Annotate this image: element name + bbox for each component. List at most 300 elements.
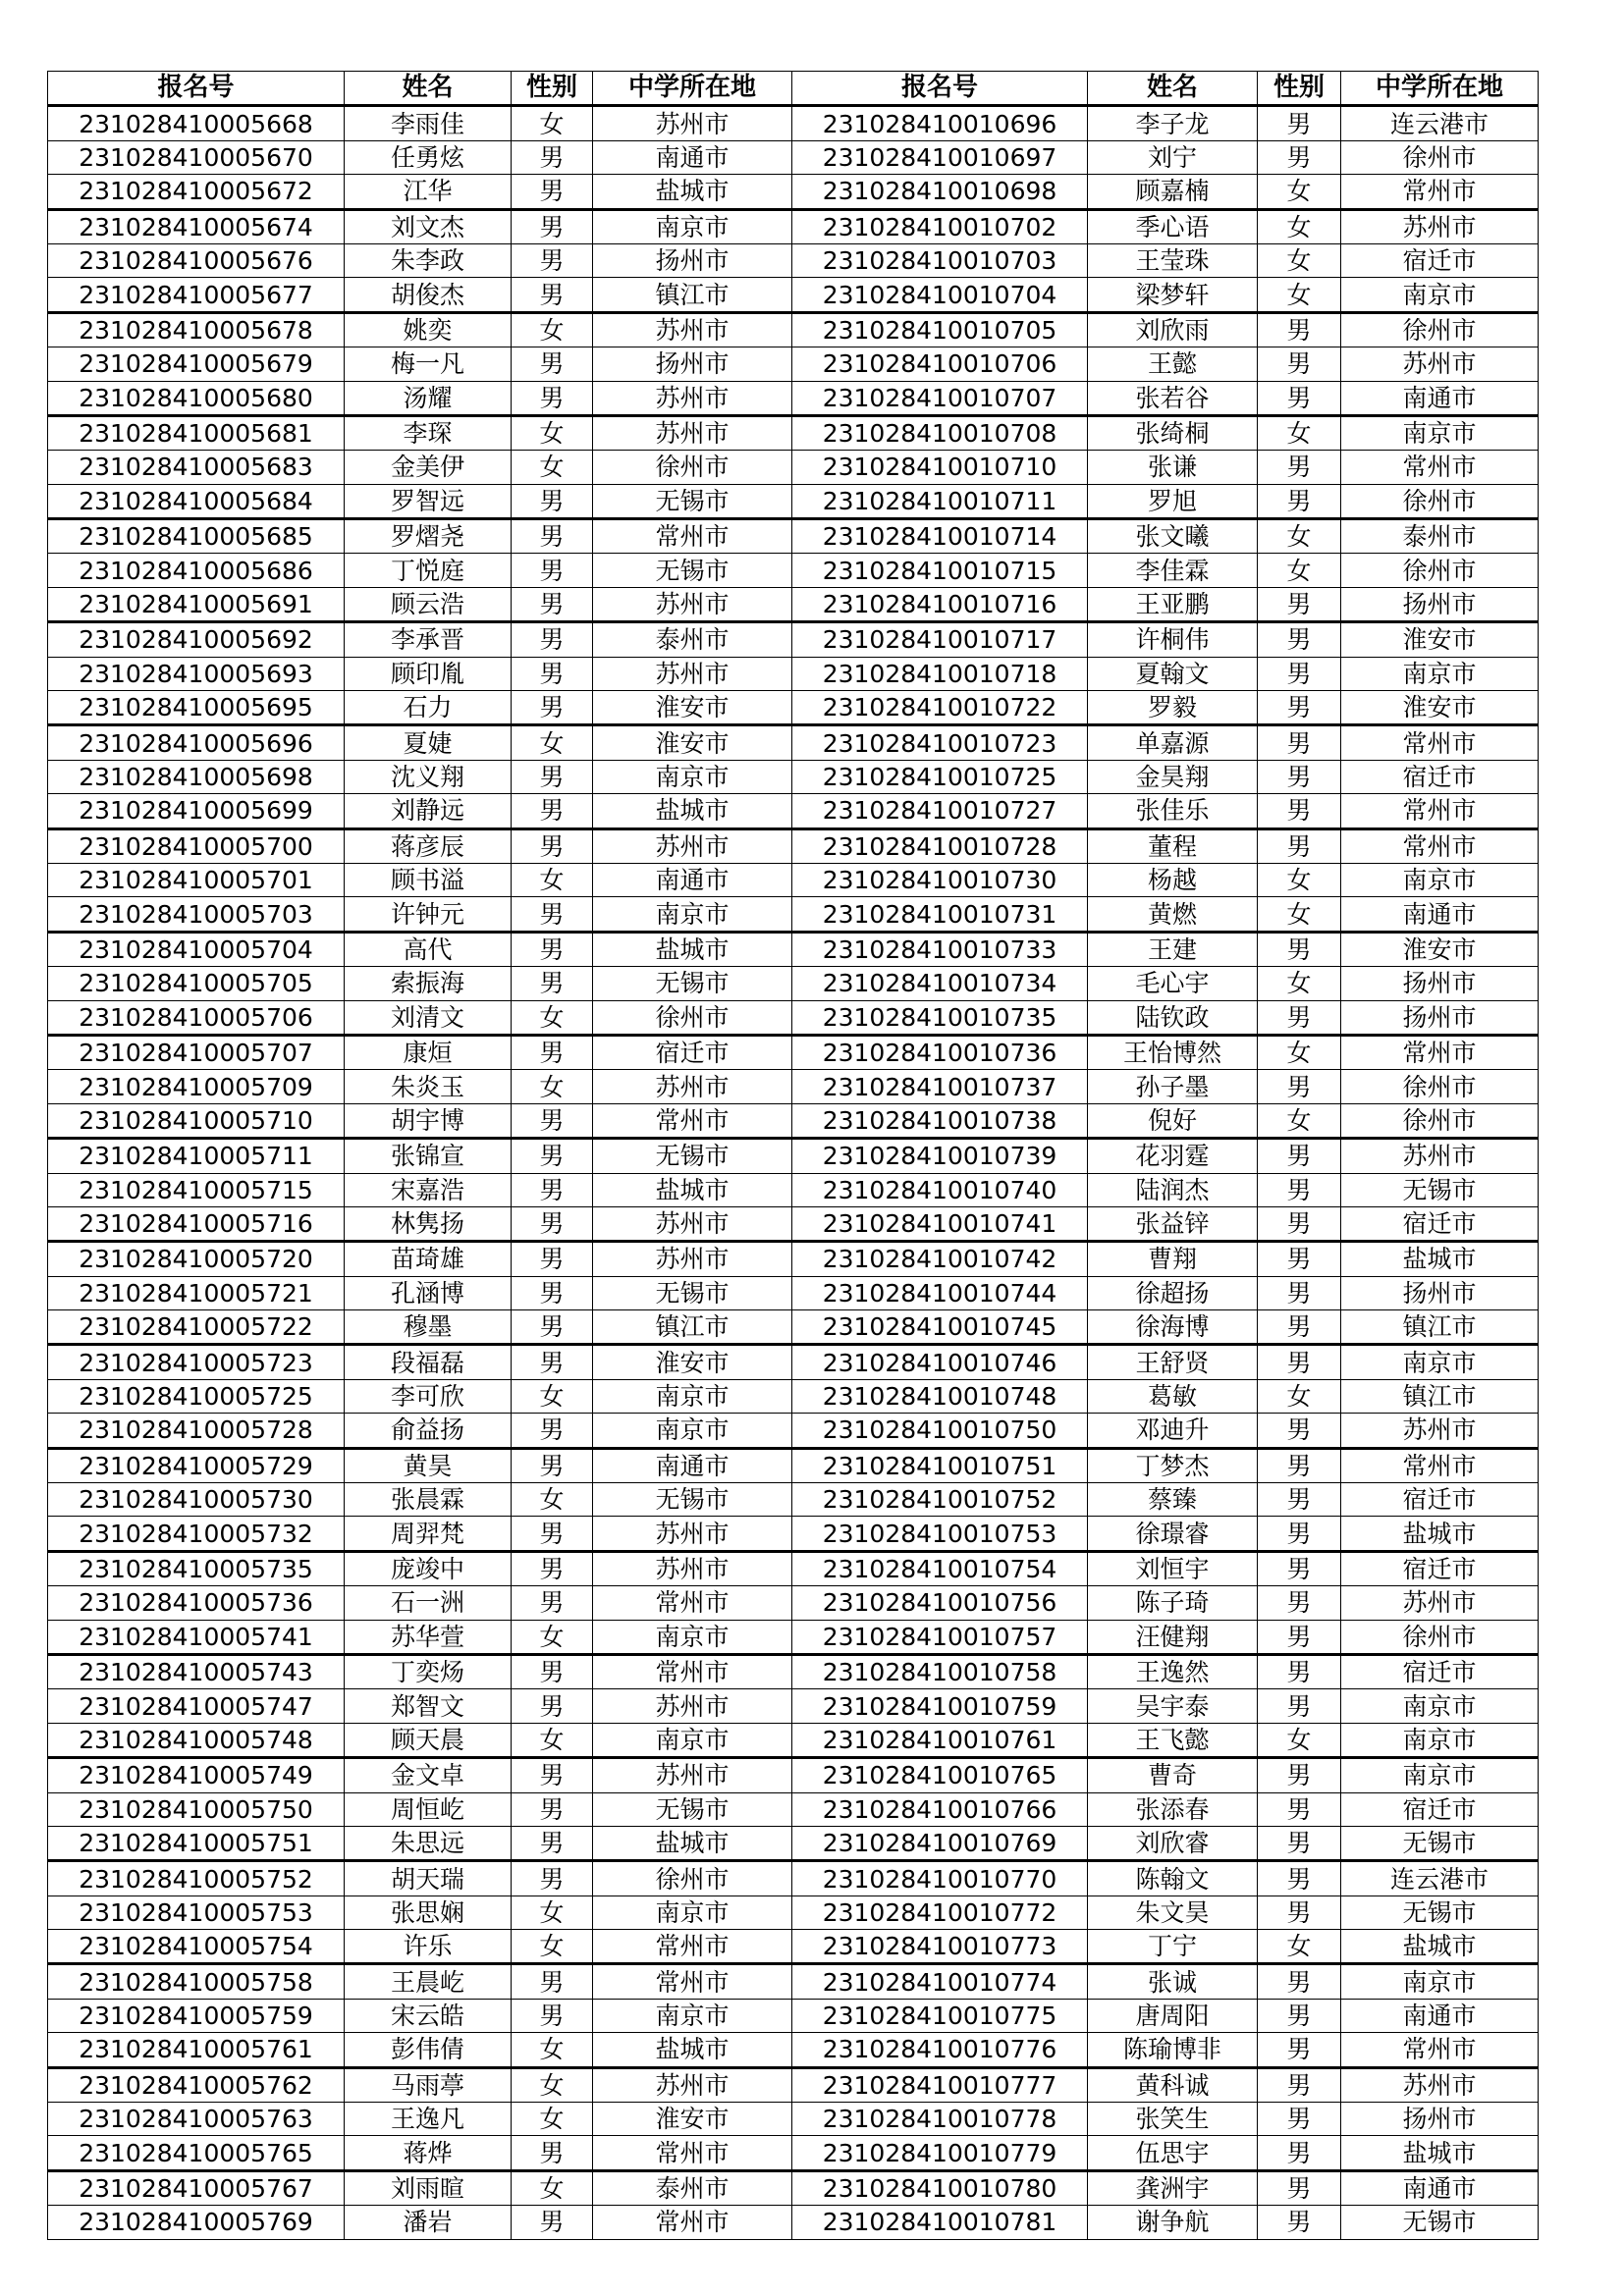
table-row (48, 1896, 1539, 1929)
name-cell: 徐海博 (1088, 1310, 1258, 1345)
table-row (48, 2170, 1539, 2205)
registration-no-cell: 231028410005716 (48, 1206, 345, 1241)
registration-no-cell: 231028410005704 (48, 932, 345, 966)
name-cell: 胡俊杰 (345, 278, 512, 312)
name-cell: 刘清文 (345, 1000, 512, 1035)
table-row (48, 1206, 1539, 1241)
gender-cell: 男 (512, 622, 593, 657)
name-cell: 顾云浩 (345, 587, 512, 621)
gender-cell: 男 (512, 1654, 593, 1688)
school-city-cell: 苏州市 (1341, 2067, 1539, 2102)
gender-cell: 女 (1258, 209, 1341, 243)
name-cell: 丁宁 (1088, 1930, 1258, 1964)
gender-cell: 女 (512, 1000, 593, 1035)
registration-no-cell: 231028410010708 (792, 415, 1088, 450)
gender-cell: 男 (1258, 1310, 1341, 1345)
name-cell: 季心语 (1088, 209, 1258, 243)
gender-cell: 男 (1258, 1758, 1341, 1792)
name-cell: 张思娴 (345, 1896, 512, 1929)
school-city-cell: 南京市 (1341, 1758, 1539, 1792)
registration-no-cell: 231028410005767 (48, 2170, 345, 2205)
registration-no-cell: 231028410010734 (792, 967, 1088, 1000)
school-city-cell: 南京市 (593, 1414, 792, 1448)
registration-no-cell: 231028410010722 (792, 691, 1088, 725)
table-row (48, 1276, 1539, 1309)
gender-cell: 男 (1258, 381, 1341, 415)
registration-no-cell: 231028410005753 (48, 1896, 345, 1929)
table-row (48, 1826, 1539, 1860)
header-school-city: 中学所在地 (1341, 72, 1539, 106)
registration-no-cell: 231028410005720 (48, 1242, 345, 1276)
school-city-cell: 无锡市 (1341, 1173, 1539, 1206)
name-cell: 任勇炫 (345, 140, 512, 174)
school-city-cell: 苏州市 (1341, 347, 1539, 381)
registration-no-cell: 231028410005668 (48, 106, 345, 140)
gender-cell: 男 (1258, 1139, 1341, 1173)
name-cell: 王飞懿 (1088, 1723, 1258, 1757)
gender-cell: 男 (1258, 1517, 1341, 1551)
school-city-cell: 苏州市 (593, 1070, 792, 1103)
school-city-cell: 南京市 (593, 1999, 792, 2032)
registration-no-cell: 231028410005759 (48, 1999, 345, 2032)
name-cell: 张诚 (1088, 1964, 1258, 1999)
header-registration-no: 报名号 (48, 72, 345, 106)
school-city-cell: 苏州市 (593, 587, 792, 621)
school-city-cell: 南通市 (1341, 2170, 1539, 2205)
school-city-cell: 淮安市 (593, 1345, 792, 1379)
admission-roster-table (47, 71, 1539, 2240)
gender-cell: 男 (512, 1964, 593, 1999)
school-city-cell: 常州市 (1341, 451, 1539, 484)
gender-cell: 男 (1258, 1826, 1341, 1860)
gender-cell: 男 (1258, 1999, 1341, 2032)
school-city-cell: 淮安市 (1341, 932, 1539, 966)
school-city-cell: 镇江市 (593, 278, 792, 312)
registration-no-cell: 231028410010702 (792, 209, 1088, 243)
table-row (48, 2067, 1539, 2102)
gender-cell: 男 (1258, 828, 1341, 863)
registration-no-cell: 231028410010741 (792, 1206, 1088, 1241)
registration-no-cell: 231028410010714 (792, 519, 1088, 554)
name-cell: 潘岩 (345, 2206, 512, 2239)
name-cell: 张益锌 (1088, 1206, 1258, 1241)
name-cell: 刘文杰 (345, 209, 512, 243)
gender-cell: 男 (512, 897, 593, 932)
school-city-cell: 南京市 (593, 1723, 792, 1757)
gender-cell: 女 (1258, 554, 1341, 587)
registration-no-cell: 231028410010728 (792, 828, 1088, 863)
table-row (48, 1448, 1539, 1482)
registration-no-cell: 231028410010730 (792, 863, 1088, 896)
gender-cell: 男 (1258, 1551, 1341, 1585)
gender-cell: 男 (512, 1242, 593, 1276)
name-cell: 石力 (345, 691, 512, 725)
school-city-cell: 常州市 (1341, 725, 1539, 760)
school-city-cell: 常州市 (593, 519, 792, 554)
gender-cell: 女 (512, 2103, 593, 2136)
gender-cell: 男 (512, 1999, 593, 2032)
gender-cell: 男 (1258, 1173, 1341, 1206)
school-city-cell: 徐州市 (593, 1000, 792, 1035)
school-city-cell: 连云港市 (1341, 106, 1539, 140)
header-gender: 性别 (1258, 72, 1341, 106)
registration-no-cell: 231028410005748 (48, 1723, 345, 1757)
name-cell: 汪健翔 (1088, 1620, 1258, 1654)
registration-no-cell: 231028410005699 (48, 794, 345, 828)
gender-cell: 男 (1258, 760, 1341, 793)
gender-cell: 女 (1258, 1930, 1341, 1964)
gender-cell: 女 (512, 725, 593, 760)
name-cell: 丁梦杰 (1088, 1448, 1258, 1482)
school-city-cell: 南京市 (1341, 1723, 1539, 1757)
name-cell: 马雨葶 (345, 2067, 512, 2102)
registration-no-cell: 231028410010780 (792, 2170, 1088, 2205)
registration-no-cell: 231028410010748 (792, 1379, 1088, 1413)
registration-no-cell: 231028410005692 (48, 622, 345, 657)
registration-no-cell: 231028410010735 (792, 1000, 1088, 1035)
registration-no-cell: 231028410005762 (48, 2067, 345, 2102)
table-row (48, 519, 1539, 554)
school-city-cell: 南京市 (1341, 1345, 1539, 1379)
name-cell: 王懿 (1088, 347, 1258, 381)
table-row (48, 587, 1539, 621)
school-city-cell: 常州市 (1341, 1448, 1539, 1482)
registration-no-cell: 231028410005677 (48, 278, 345, 312)
name-cell: 俞益扬 (345, 1414, 512, 1448)
school-city-cell: 无锡市 (593, 484, 792, 518)
school-city-cell: 苏州市 (593, 657, 792, 690)
gender-cell: 女 (1258, 415, 1341, 450)
name-cell: 索振海 (345, 967, 512, 1000)
gender-cell: 男 (1258, 794, 1341, 828)
registration-no-cell: 231028410005710 (48, 1103, 345, 1138)
gender-cell: 女 (1258, 897, 1341, 932)
table-row (48, 1103, 1539, 1138)
table-row (48, 2033, 1539, 2067)
school-city-cell: 泰州市 (593, 622, 792, 657)
registration-no-cell: 231028410010751 (792, 1448, 1088, 1482)
name-cell: 刘静远 (345, 794, 512, 828)
name-cell: 蒋彦辰 (345, 828, 512, 863)
gender-cell: 男 (1258, 106, 1341, 140)
school-city-cell: 镇江市 (593, 1310, 792, 1345)
registration-no-cell: 231028410010736 (792, 1035, 1088, 1069)
gender-cell: 女 (1258, 278, 1341, 312)
registration-no-cell: 231028410005684 (48, 484, 345, 518)
school-city-cell: 徐州市 (1341, 1070, 1539, 1103)
table-row (48, 1517, 1539, 1551)
name-cell: 李雨佳 (345, 106, 512, 140)
name-cell: 顾天晨 (345, 1723, 512, 1757)
table-row (48, 1586, 1539, 1620)
registration-no-cell: 231028410010707 (792, 381, 1088, 415)
table-row (48, 794, 1539, 828)
name-cell: 王建 (1088, 932, 1258, 966)
registration-no-cell: 231028410005763 (48, 2103, 345, 2136)
gender-cell: 女 (512, 451, 593, 484)
gender-cell: 男 (512, 1792, 593, 1826)
gender-cell: 女 (512, 312, 593, 347)
name-cell: 单嘉源 (1088, 725, 1258, 760)
name-cell: 周羿梵 (345, 1517, 512, 1551)
gender-cell: 男 (512, 828, 593, 863)
gender-cell: 女 (1258, 175, 1341, 209)
name-cell: 胡天瑞 (345, 1861, 512, 1896)
registration-no-cell: 231028410005723 (48, 1345, 345, 1379)
registration-no-cell: 231028410005705 (48, 967, 345, 1000)
table-row (48, 278, 1539, 312)
gender-cell: 女 (512, 2033, 593, 2067)
table-row (48, 243, 1539, 277)
name-cell: 董程 (1088, 828, 1258, 863)
name-cell: 孙子墨 (1088, 1070, 1258, 1103)
school-city-cell: 苏州市 (593, 1517, 792, 1551)
name-cell: 刘宁 (1088, 140, 1258, 174)
name-cell: 朱思远 (345, 1826, 512, 1860)
name-cell: 李可欣 (345, 1379, 512, 1413)
gender-cell: 男 (512, 1276, 593, 1309)
registration-no-cell: 231028410005701 (48, 863, 345, 896)
table-row (48, 1070, 1539, 1103)
school-city-cell: 常州市 (593, 1103, 792, 1138)
name-cell: 顾印胤 (345, 657, 512, 690)
registration-no-cell: 231028410005691 (48, 587, 345, 621)
name-cell: 张绮桐 (1088, 415, 1258, 450)
table-row (48, 209, 1539, 243)
gender-cell: 男 (1258, 725, 1341, 760)
name-cell: 王逸凡 (345, 2103, 512, 2136)
name-cell: 谢争航 (1088, 2206, 1258, 2239)
registration-no-cell: 231028410010757 (792, 1620, 1088, 1654)
name-cell: 王晨屹 (345, 1964, 512, 1999)
registration-no-cell: 231028410005679 (48, 347, 345, 381)
name-cell: 周恒屹 (345, 1792, 512, 1826)
school-city-cell: 宿迁市 (1341, 1551, 1539, 1585)
registration-no-cell: 231028410010740 (792, 1173, 1088, 1206)
table-row (48, 1414, 1539, 1448)
table-row (48, 2136, 1539, 2170)
table-row (48, 1654, 1539, 1688)
table-row (48, 725, 1539, 760)
name-cell: 姚奕 (345, 312, 512, 347)
registration-no-cell: 231028410005721 (48, 1276, 345, 1309)
table-row (48, 451, 1539, 484)
gender-cell: 女 (512, 2067, 593, 2102)
table-row (48, 1000, 1539, 1035)
name-cell: 朱文昊 (1088, 1896, 1258, 1929)
gender-cell: 男 (1258, 1000, 1341, 1035)
gender-cell: 男 (512, 140, 593, 174)
registration-no-cell: 231028410010781 (792, 2206, 1088, 2239)
name-cell: 顾嘉楠 (1088, 175, 1258, 209)
table-row (48, 967, 1539, 1000)
school-city-cell: 苏州市 (593, 381, 792, 415)
name-cell: 孔涵博 (345, 1276, 512, 1309)
registration-no-cell: 231028410005747 (48, 1689, 345, 1723)
name-cell: 杨越 (1088, 863, 1258, 896)
name-cell: 罗智远 (345, 484, 512, 518)
school-city-cell: 苏州市 (593, 415, 792, 450)
registration-no-cell: 231028410010779 (792, 2136, 1088, 2170)
gender-cell: 男 (1258, 484, 1341, 518)
name-cell: 李承晋 (345, 622, 512, 657)
name-cell: 金文卓 (345, 1758, 512, 1792)
school-city-cell: 常州市 (1341, 1035, 1539, 1069)
name-cell: 彭伟倩 (345, 2033, 512, 2067)
school-city-cell: 无锡市 (1341, 2206, 1539, 2239)
registration-no-cell: 231028410010754 (792, 1551, 1088, 1585)
table-row (48, 828, 1539, 863)
registration-no-cell: 231028410005700 (48, 828, 345, 863)
school-city-cell: 南京市 (1341, 863, 1539, 896)
registration-no-cell: 231028410010744 (792, 1276, 1088, 1309)
name-cell: 康烜 (345, 1035, 512, 1069)
gender-cell: 男 (512, 794, 593, 828)
school-city-cell: 常州市 (1341, 794, 1539, 828)
name-cell: 李琛 (345, 415, 512, 450)
school-city-cell: 盐城市 (593, 1826, 792, 1860)
name-cell: 唐周阳 (1088, 1999, 1258, 2032)
header-registration-no: 报名号 (792, 72, 1088, 106)
school-city-cell: 盐城市 (593, 2033, 792, 2067)
gender-cell: 男 (1258, 2067, 1341, 2102)
table-row (48, 1035, 1539, 1069)
table-row (48, 1930, 1539, 1964)
name-cell: 刘欣睿 (1088, 1826, 1258, 1860)
name-cell: 刘恒宇 (1088, 1551, 1258, 1585)
registration-no-cell: 231028410010772 (792, 1896, 1088, 1929)
name-cell: 倪好 (1088, 1103, 1258, 1138)
school-city-cell: 南通市 (593, 1448, 792, 1482)
registration-no-cell: 231028410010770 (792, 1861, 1088, 1896)
name-cell: 苏华萱 (345, 1620, 512, 1654)
school-city-cell: 徐州市 (593, 1861, 792, 1896)
gender-cell: 男 (1258, 1070, 1341, 1103)
gender-cell: 男 (1258, 1792, 1341, 1826)
registration-no-cell: 231028410010769 (792, 1826, 1088, 1860)
school-city-cell: 泰州市 (593, 2170, 792, 2205)
registration-no-cell: 231028410005732 (48, 1517, 345, 1551)
school-city-cell: 常州市 (1341, 175, 1539, 209)
table-row (48, 175, 1539, 209)
school-city-cell: 徐州市 (1341, 554, 1539, 587)
registration-no-cell: 231028410010718 (792, 657, 1088, 690)
gender-cell: 男 (1258, 140, 1341, 174)
table-row (48, 1689, 1539, 1723)
registration-no-cell: 231028410010761 (792, 1723, 1088, 1757)
registration-no-cell: 231028410010773 (792, 1930, 1088, 1964)
gender-cell: 男 (1258, 2206, 1341, 2239)
school-city-cell: 南京市 (593, 1896, 792, 1929)
gender-cell: 男 (1258, 1964, 1341, 1999)
name-cell: 张晨霖 (345, 1483, 512, 1517)
table-row (48, 657, 1539, 690)
name-cell: 李子龙 (1088, 106, 1258, 140)
school-city-cell: 连云港市 (1341, 1861, 1539, 1896)
registration-no-cell: 231028410005680 (48, 381, 345, 415)
school-city-cell: 南京市 (593, 897, 792, 932)
registration-no-cell: 231028410010723 (792, 725, 1088, 760)
name-cell: 汤耀 (345, 381, 512, 415)
name-cell: 张文曦 (1088, 519, 1258, 554)
name-cell: 陆钦政 (1088, 1000, 1258, 1035)
name-cell: 朱李政 (345, 243, 512, 277)
name-cell: 郑智文 (345, 1689, 512, 1723)
registration-no-cell: 231028410005670 (48, 140, 345, 174)
table-row (48, 1792, 1539, 1826)
gender-cell: 女 (1258, 967, 1341, 1000)
gender-cell: 男 (1258, 1414, 1341, 1448)
registration-no-cell: 231028410010774 (792, 1964, 1088, 1999)
gender-cell: 男 (512, 209, 593, 243)
school-city-cell: 宿迁市 (1341, 1206, 1539, 1241)
school-city-cell: 南京市 (1341, 657, 1539, 690)
school-city-cell: 南通市 (593, 140, 792, 174)
gender-cell: 女 (512, 106, 593, 140)
gender-cell: 男 (512, 347, 593, 381)
school-city-cell: 徐州市 (1341, 312, 1539, 347)
school-city-cell: 泰州市 (1341, 519, 1539, 554)
table-row (48, 1999, 1539, 2032)
name-cell: 许乐 (345, 1930, 512, 1964)
name-cell: 王亚鹏 (1088, 587, 1258, 621)
gender-cell: 男 (512, 1310, 593, 1345)
table-row (48, 554, 1539, 587)
gender-cell: 男 (512, 2206, 593, 2239)
school-city-cell: 淮安市 (593, 725, 792, 760)
name-cell: 梅一凡 (345, 347, 512, 381)
name-cell: 花羽霆 (1088, 1139, 1258, 1173)
registration-no-cell: 231028410005707 (48, 1035, 345, 1069)
school-city-cell: 南京市 (593, 209, 792, 243)
name-cell: 罗毅 (1088, 691, 1258, 725)
name-cell: 张添春 (1088, 1792, 1258, 1826)
gender-cell: 女 (512, 415, 593, 450)
registration-no-cell: 231028410010745 (792, 1310, 1088, 1345)
header-school-city: 中学所在地 (593, 72, 792, 106)
school-city-cell: 扬州市 (1341, 967, 1539, 1000)
gender-cell: 男 (1258, 1242, 1341, 1276)
school-city-cell: 淮安市 (1341, 691, 1539, 725)
gender-cell: 男 (512, 932, 593, 966)
school-city-cell: 常州市 (593, 1586, 792, 1620)
table-row (48, 1242, 1539, 1276)
school-city-cell: 南京市 (1341, 278, 1539, 312)
school-city-cell: 宿迁市 (1341, 1483, 1539, 1517)
school-city-cell: 无锡市 (1341, 1896, 1539, 1929)
registration-no-cell: 231028410005695 (48, 691, 345, 725)
gender-cell: 男 (512, 175, 593, 209)
name-cell: 丁奕炀 (345, 1654, 512, 1688)
name-cell: 徐璟睿 (1088, 1517, 1258, 1551)
name-cell: 罗熠尧 (345, 519, 512, 554)
table-row (48, 381, 1539, 415)
name-cell: 张若谷 (1088, 381, 1258, 415)
gender-cell: 女 (512, 2170, 593, 2205)
school-city-cell: 盐城市 (1341, 1517, 1539, 1551)
registration-no-cell: 231028410010717 (792, 622, 1088, 657)
registration-no-cell: 231028410010715 (792, 554, 1088, 587)
registration-no-cell: 231028410005681 (48, 415, 345, 450)
registration-no-cell: 231028410010696 (792, 106, 1088, 140)
gender-cell: 女 (512, 1896, 593, 1929)
gender-cell: 女 (512, 863, 593, 896)
school-city-cell: 扬州市 (593, 243, 792, 277)
table-row (48, 1964, 1539, 1999)
registration-no-cell: 231028410005765 (48, 2136, 345, 2170)
table-row (48, 1861, 1539, 1896)
school-city-cell: 常州市 (593, 2206, 792, 2239)
